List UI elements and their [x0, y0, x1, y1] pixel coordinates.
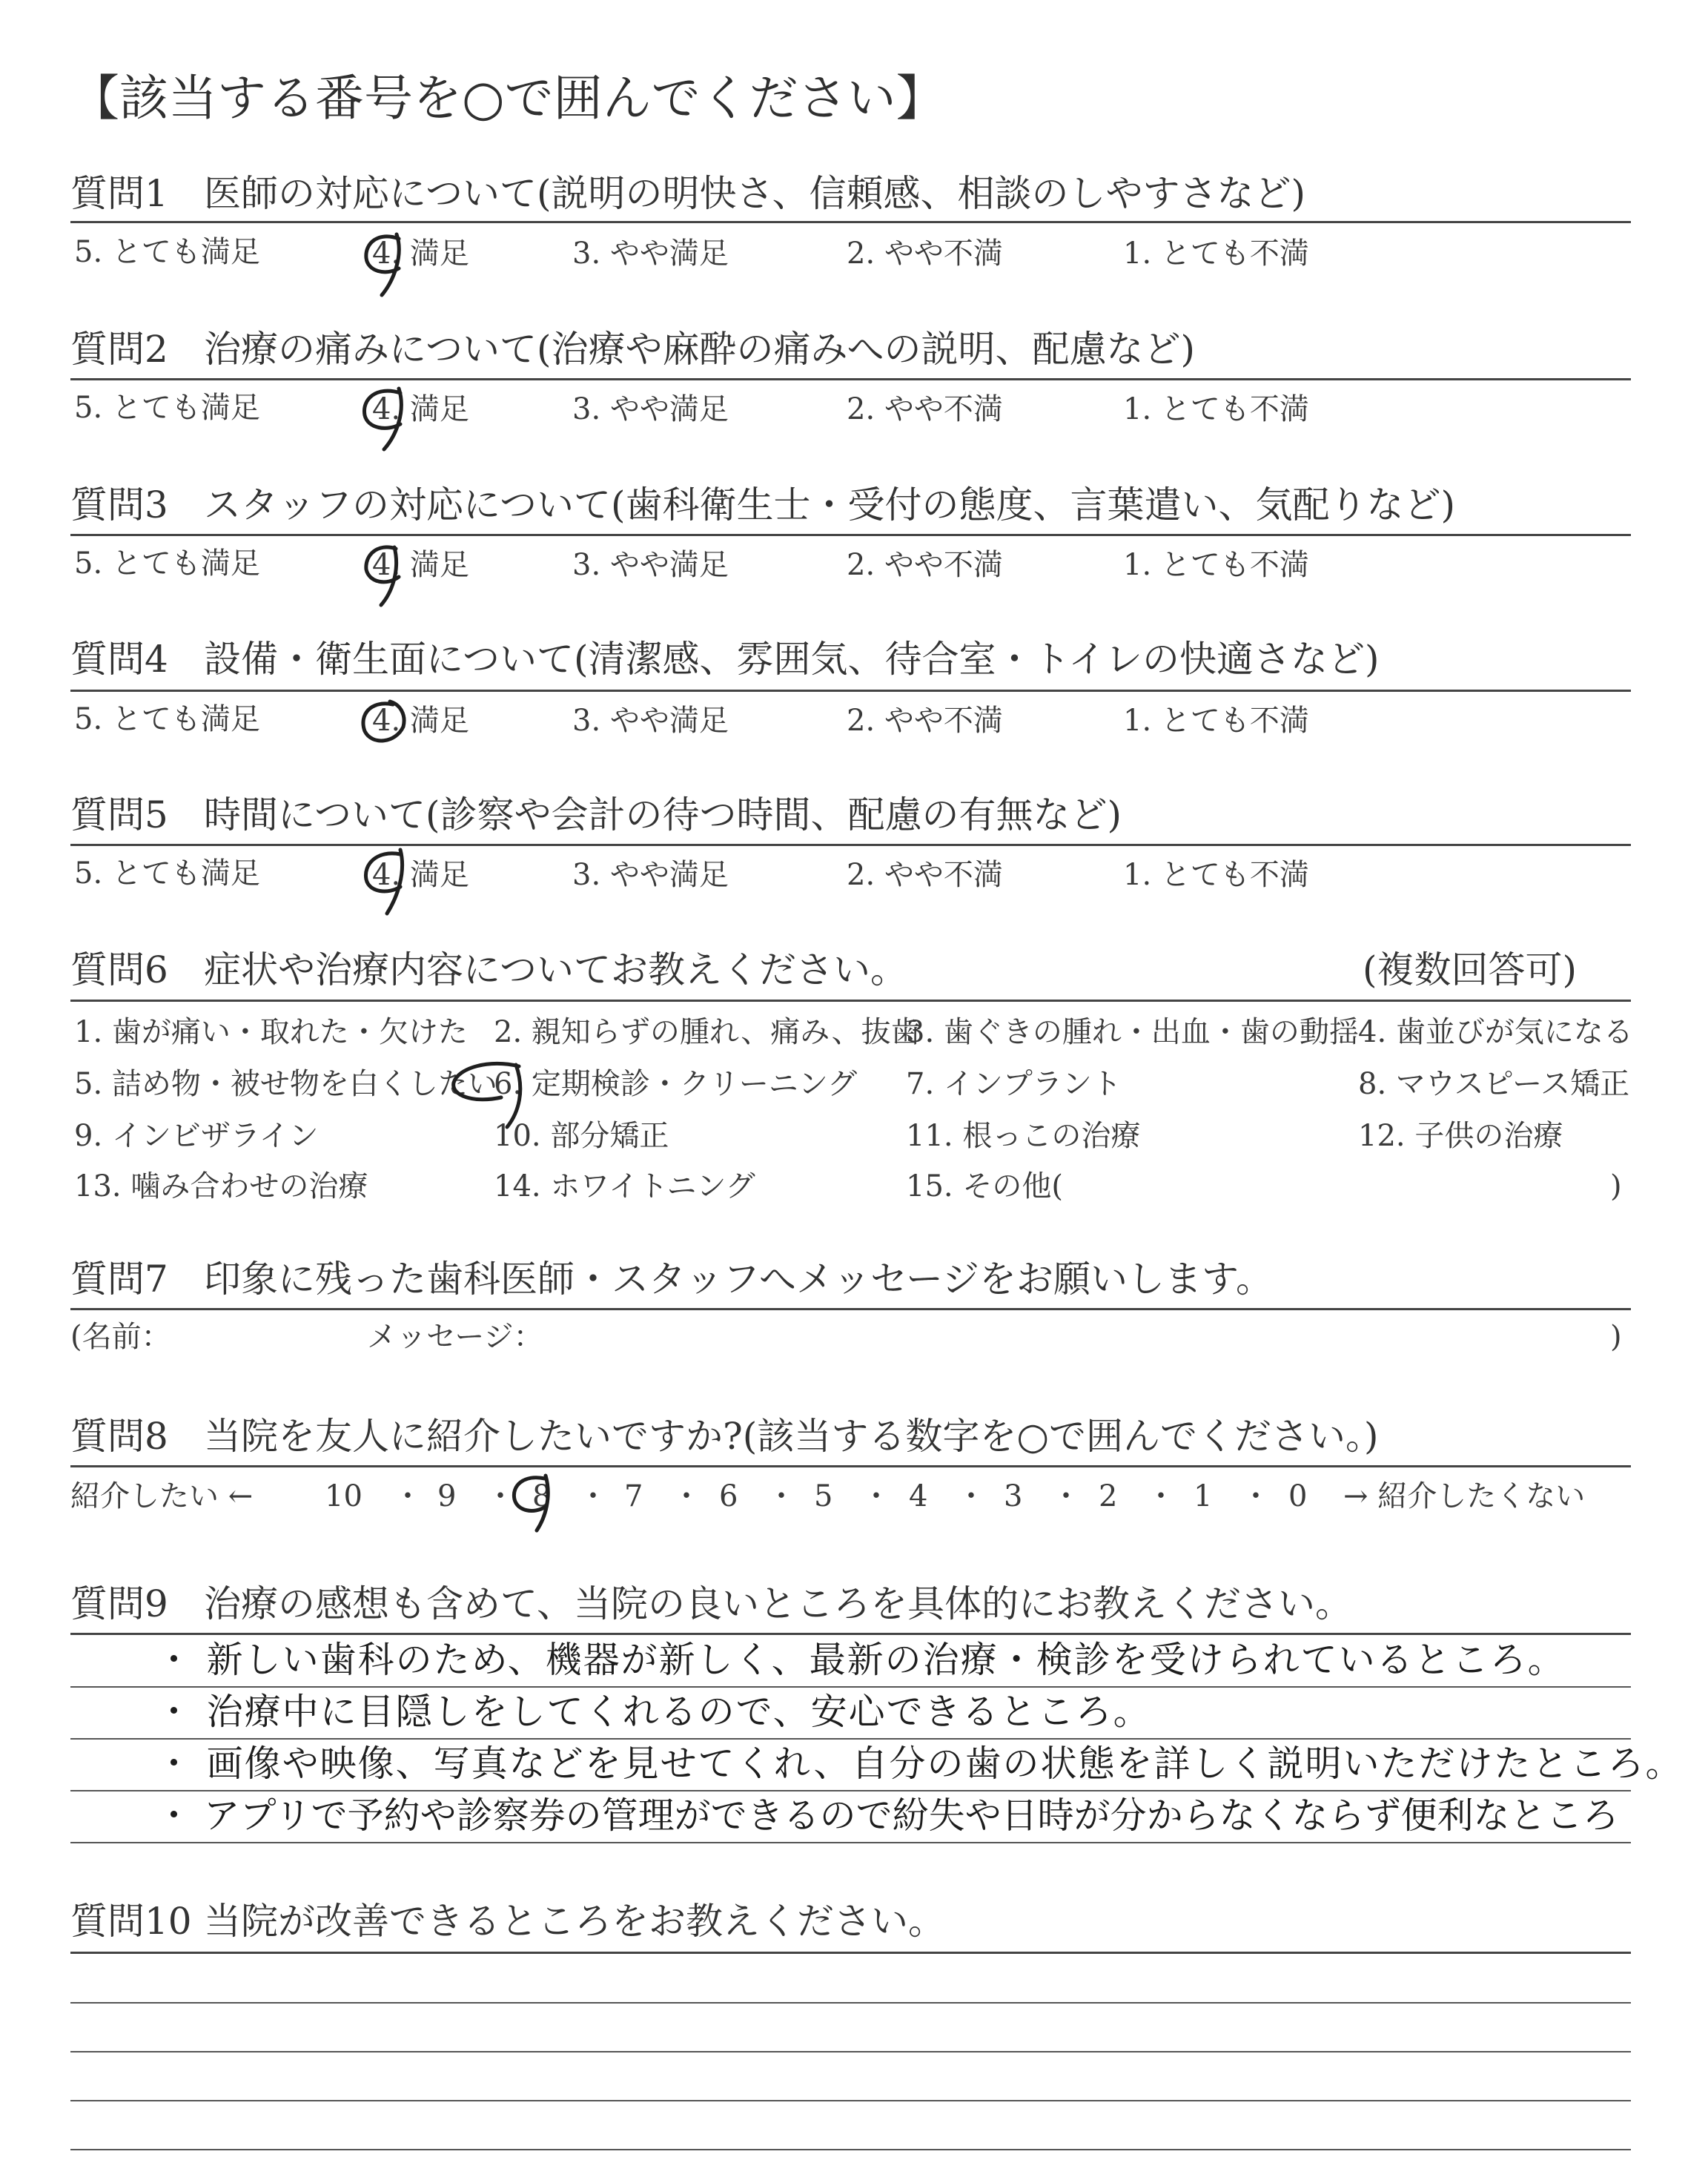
q3-option-2[interactable]: 2. やや不満 — [847, 548, 1003, 582]
q8-separator: ・ — [1051, 1479, 1081, 1513]
q4-option-1[interactable]: 1. とても不満 — [1123, 704, 1309, 738]
answer-line — [70, 1738, 1631, 1740]
q6-option-9[interactable]: 9. インビザライン — [74, 1119, 319, 1153]
answer-line — [70, 2100, 1631, 2101]
q6-option-8[interactable]: 8. マウスピース矯正 — [1358, 1067, 1630, 1101]
q8-separator: ・ — [393, 1479, 423, 1513]
q8-separator: ・ — [578, 1479, 608, 1513]
q4-option-5[interactable]: 5. とても満足 — [74, 702, 260, 736]
q6-option-6[interactable]: 6. 定期検診・クリーニング — [494, 1067, 858, 1101]
q6-option-13[interactable]: 13. 噛み合わせの治療 — [74, 1169, 368, 1203]
q2-text: 治療の痛みについて(治療や麻酔の痛みへの説明、配慮など) — [204, 328, 1196, 371]
q9-answer: ・ アプリで予約や診察券の管理ができるので紛失や日時が分からなくならず便利なところ — [156, 1794, 1619, 1837]
q8-scale-8[interactable]: 8 — [532, 1479, 552, 1513]
q10-label: 質問10 — [70, 1900, 192, 1943]
q6-text: 症状や治療内容についてお教えください。 — [204, 948, 907, 991]
q6-option-14[interactable]: 14. ホワイトニング — [494, 1169, 755, 1203]
q9-text: 治療の感想も含めて、当院の良いところを具体的にお教えください。 — [204, 1582, 1352, 1625]
q9-rule — [70, 1633, 1631, 1635]
q4-option-2[interactable]: 2. やや不満 — [847, 704, 1003, 738]
q8-separator: ・ — [1146, 1479, 1176, 1513]
q6-label: 質問6 — [70, 948, 168, 991]
q1-option-4[interactable]: 4. 満足 — [372, 237, 469, 271]
q2-rule — [70, 378, 1631, 380]
q8-scale-3[interactable]: 3 — [1004, 1479, 1023, 1513]
q3-option-5[interactable]: 5. とても満足 — [74, 546, 260, 581]
q8-scale-2[interactable]: 2 — [1099, 1479, 1118, 1513]
answer-line — [70, 2149, 1631, 2150]
q9-answer: ・ 治療中に目隠しをしてくれるので、安心できるところ。 — [156, 1691, 1151, 1733]
q8-scale-5[interactable]: 5 — [814, 1479, 833, 1513]
q4-label: 質問4 — [70, 638, 168, 681]
answer-line — [70, 1686, 1631, 1688]
q3-option-3[interactable]: 3. やや満足 — [572, 548, 729, 582]
q6-option-1[interactable]: 1. 歯が痛い・取れた・欠けた — [74, 1015, 468, 1049]
q6-option-15[interactable]: 15. その他( — [906, 1169, 1063, 1203]
q3-text: スタッフの対応について(歯科衛生士・受付の態度、言葉遣い、気配りなど) — [204, 483, 1456, 526]
page-title: 【該当する番号を○で囲んでください】 — [70, 70, 945, 127]
q1-option-1[interactable]: 1. とても不満 — [1123, 237, 1309, 271]
q6-option-2[interactable]: 2. 親知らずの腫れ、痛み、抜歯 — [494, 1015, 921, 1049]
q6-rule — [70, 1000, 1631, 1002]
q8-scale-10[interactable]: 10 — [325, 1479, 363, 1513]
answer-line — [70, 1790, 1631, 1791]
q6-option-3[interactable]: 3. 歯ぐきの腫れ・出血・歯の動揺 — [906, 1015, 1359, 1049]
q6-option-7[interactable]: 7. インプラント — [906, 1067, 1122, 1101]
q1-option-2[interactable]: 2. やや不満 — [847, 237, 1003, 271]
q8-separator: ・ — [956, 1479, 986, 1513]
q3-option-1[interactable]: 1. とても不満 — [1123, 548, 1309, 582]
q3-rule — [70, 534, 1631, 536]
q1-option-5[interactable]: 5. とても満足 — [74, 235, 260, 269]
q8-scale-7[interactable]: 7 — [624, 1479, 643, 1513]
q9-label: 質問9 — [70, 1582, 168, 1625]
q5-option-2[interactable]: 2. やや不満 — [847, 858, 1003, 892]
q8-left-label: 紹介したい ← — [70, 1479, 254, 1513]
q6-option-15-close: ) — [1610, 1169, 1622, 1203]
answer-line — [70, 1842, 1631, 1843]
q6-option-5[interactable]: 5. 詰め物・被せ物を白くしたい — [74, 1067, 497, 1101]
q1-rule — [70, 221, 1631, 223]
q3-label: 質問3 — [70, 483, 168, 526]
q5-rule — [70, 844, 1631, 846]
q5-label: 質問5 — [70, 793, 168, 836]
q8-separator: ・ — [672, 1479, 701, 1513]
q7-text: 印象に残った歯科医師・スタッフへメッセージをお願いします。 — [204, 1258, 1273, 1301]
q2-option-2[interactable]: 2. やや不満 — [847, 392, 1003, 426]
q8-label: 質問8 — [70, 1415, 168, 1458]
q1-option-3[interactable]: 3. やや満足 — [572, 237, 729, 271]
q8-scale-0[interactable]: 0 — [1288, 1479, 1308, 1513]
q5-option-4[interactable]: 4. 満足 — [372, 858, 469, 892]
answer-line — [70, 2002, 1631, 2004]
q2-option-3[interactable]: 3. やや満足 — [572, 392, 729, 426]
q4-rule — [70, 690, 1631, 692]
q8-scale-1[interactable]: 1 — [1194, 1479, 1213, 1513]
q1-label: 質問1 — [70, 172, 168, 215]
q8-scale-9[interactable]: 9 — [437, 1479, 457, 1513]
q8-scale-4[interactable]: 4 — [909, 1479, 928, 1513]
q7-close-paren: ) — [1610, 1320, 1622, 1354]
q4-option-3[interactable]: 3. やや満足 — [572, 704, 729, 738]
q4-text: 設備・衛生面について(清潔感、雰囲気、待合室・トイレの快適さなど) — [204, 638, 1380, 681]
q9-answer: ・ 新しい歯科のため、機器が新しく、最新の治療・検診を受けられているところ。 — [156, 1639, 1566, 1681]
q8-separator: ・ — [486, 1479, 515, 1513]
q8-scale-6[interactable]: 6 — [719, 1479, 738, 1513]
q5-option-5[interactable]: 5. とても満足 — [74, 856, 260, 891]
q7-label: 質問7 — [70, 1258, 168, 1301]
answer-line — [70, 2051, 1631, 2052]
q4-option-4[interactable]: 4. 満足 — [372, 704, 469, 738]
q7-rule — [70, 1308, 1631, 1310]
q8-separator: ・ — [1241, 1479, 1271, 1513]
q6-option-10[interactable]: 10. 部分矯正 — [494, 1119, 669, 1153]
q6-note: (複数回答可) — [1363, 948, 1578, 991]
q5-text: 時間について(診察や会計の待つ時間、配慮の有無など) — [204, 793, 1122, 836]
q2-option-5[interactable]: 5. とても満足 — [74, 391, 260, 425]
q2-option-1[interactable]: 1. とても不満 — [1123, 392, 1309, 426]
q9-answer: ・ 画像や映像、写真などを見せてくれ、自分の歯の状態を詳しく説明いただけたところ。 — [156, 1743, 1684, 1785]
q6-option-4[interactable]: 4. 歯並びが気になる — [1358, 1015, 1633, 1049]
q5-option-3[interactable]: 3. やや満足 — [572, 858, 729, 892]
q8-rule — [70, 1465, 1631, 1467]
q8-separator: ・ — [861, 1479, 891, 1513]
q2-option-4[interactable]: 4. 満足 — [372, 392, 469, 426]
q8-separator: ・ — [767, 1479, 796, 1513]
q8-right-label: → 紹介したくない — [1343, 1479, 1586, 1513]
q5-option-1[interactable]: 1. とても不満 — [1123, 858, 1309, 892]
q6-option-11[interactable]: 11. 根っこの治療 — [906, 1119, 1141, 1153]
q1-text: 医師の対応について(説明の明快さ、信頼感、相談のしやすさなど) — [204, 172, 1306, 215]
q10-text: 当院が改善できるところをお教えください。 — [204, 1900, 945, 1943]
q10-rule — [70, 1952, 1631, 1954]
q8-text: 当院を友人に紹介したいですか?(該当する数字を○で囲んでください。) — [204, 1415, 1379, 1458]
q3-option-4[interactable]: 4. 満足 — [372, 548, 469, 582]
q6-option-12[interactable]: 12. 子供の治療 — [1358, 1119, 1563, 1153]
q7-message-label: メッセージ： — [367, 1320, 543, 1354]
q2-label: 質問2 — [70, 328, 168, 371]
q7-name-label: (名前： — [70, 1320, 171, 1354]
